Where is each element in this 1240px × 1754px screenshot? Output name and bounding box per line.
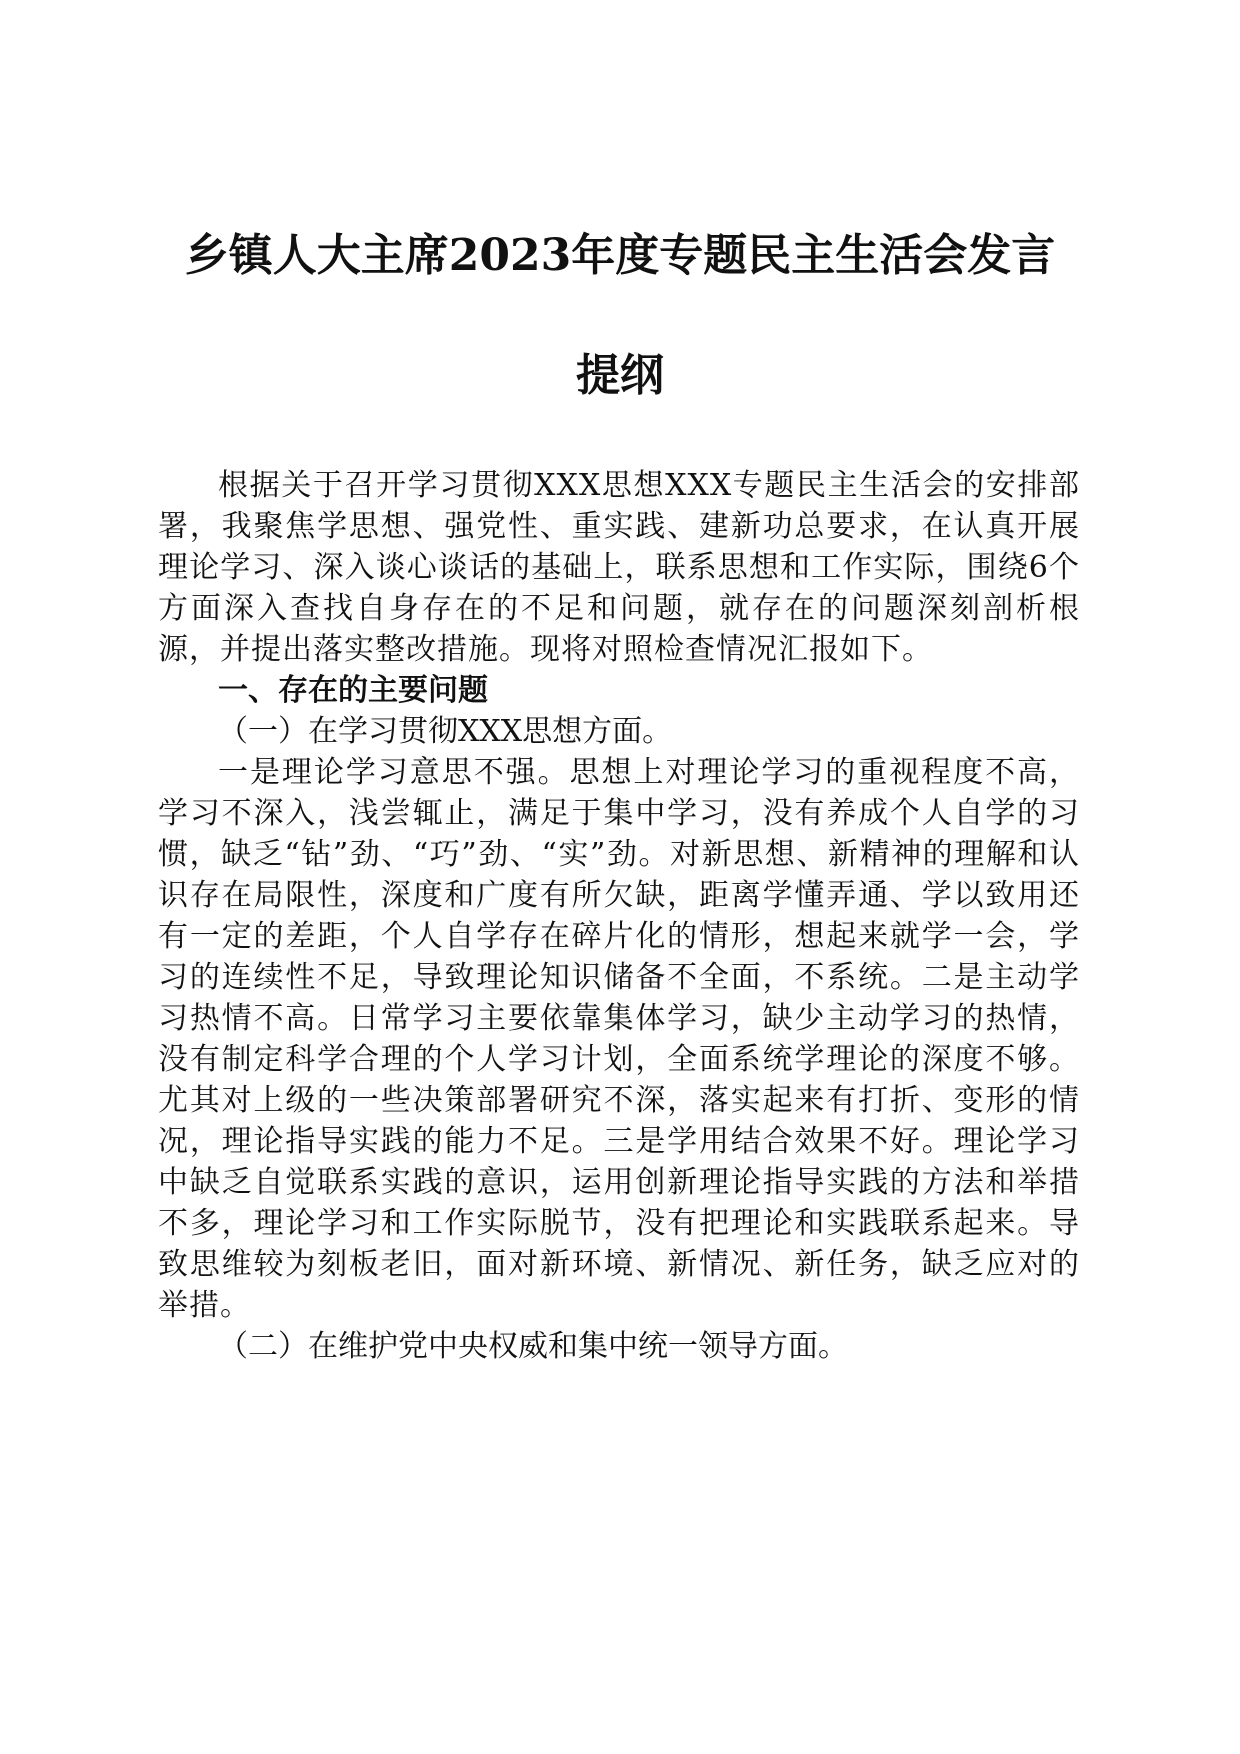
intro-paragraph: 根据关于召开学习贯彻XXX思想XXX专题民主生活会的安排部署，我聚焦学思想、强党性、重实践、建新功总要求，在认真开展理论学习、深入谈心谈话的基础上，联系思想和工作实际，围绕6个方面深入查找自身存在的不足和问题，就存在的问题深刻剖析根源，并提出落实整改措施。现将对照检查情况汇报如下。	[158, 468, 1080, 667]
document-title-line2: 提纲	[576, 350, 664, 401]
subsection-heading-2: （二）在维护党中央权威和集中统一领导方面。	[218, 1329, 848, 1364]
subsection-1-paragraph: 一是理论学习意思不强。思想上对理论学习的重视程度不高，学习不深入，浅尝辄止，满足于集中学习，没有养成个人自学的习惯，缺乏“钻”劲、“巧”劲、“实”劲。对新思想、新精神的理解和认识存在局限性，深度和广度有所欠缺，距离学懂弄通、学以致用还有一定的差距，个人自学存在碎片化的情形，想起来就学一会，学习的连续性不足，导致理论知识储备不全面，不系统。二是主动学习热情不高。日常学习主要依靠集体学习，缺少主动学习的热情，没有制定科学合理的个人学习计划，全面系统学理论的深度不够。尤其对上级的一些决策部署研究不深，落实起来有打折、变形的情况，理论指导实践的能力不足。三是学用结合效果不好。理论学习中缺乏自觉联系实践的意识，运用创新理论指导实践的方法和举措不多，理论学习和工作实际脱节，没有把理论和实践联系起来。导致思维较为刻板老旧，面对新环境、新情况、新任务，缺乏应对的举措。	[158, 755, 1080, 1323]
document-title-line1: 乡镇人大主席2023年度专题民主生活会发言	[184, 230, 1056, 281]
document-body	[158, 465, 1080, 1367]
section-heading-1: 一、存在的主要问题	[218, 673, 488, 708]
subsection-heading-1: （一）在学习贯彻XXX思想方面。	[218, 714, 673, 749]
